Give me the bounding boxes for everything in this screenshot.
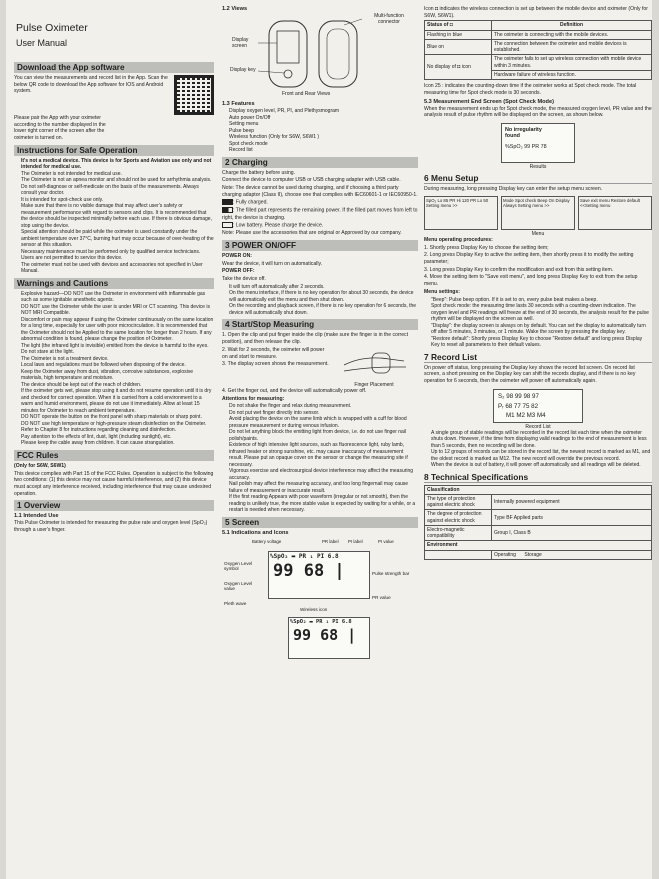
result-caption: Results	[529, 164, 547, 171]
menu-text: During measuring, long pressing Display key can enter the setup menu screen.	[424, 186, 603, 193]
list-item: • If the oximeter gets wet, please stop using it and do not resume operation until it is dry and checked for correct operation. When it is carried from a cold environment to a warm and humid environment, please do not use it immediately. Allow at least 15 minutes for Oximeter to reach ambient temperature.	[21, 388, 214, 414]
list-item: • "Beep": Pulse beep option. If it is set to on, every pulse beat makes a beep.	[431, 297, 652, 304]
download-heading: Download the App software	[14, 62, 214, 73]
measure-steps-with-figure	[222, 347, 418, 388]
list-item: • Explosive hazard—DO NOT use the Oximeter in environment with inflammable gas such as some ignitable anesthetic agents.	[21, 291, 214, 304]
charging-low: : Low battery. Please charge the device.	[222, 222, 418, 229]
list-item: • On the recording and playback screen, if there is no key operation for 6 seconds, the device will automatically shut down.	[229, 303, 418, 316]
list-item: • The Oximeter is not a treatment device.	[21, 356, 214, 363]
label-pr: PR label	[322, 538, 339, 544]
charging-note: Note: The device cannot be used during charging, and if choosing a third party charging adaptor (Class II), choose one that complies with IEC60601-1 or IEC60950-1.	[222, 184, 418, 198]
list-item: • "Restore default": Shortly press Display Key to choose "Restore default" and long press Display Key to reset all parameters to their default values.	[431, 336, 652, 349]
list-item: • Vigorous exercise and electrosurgical device interference may affect the measuring accuracy.	[229, 468, 418, 481]
label-key: Display key	[230, 67, 256, 73]
spec-table	[424, 485, 652, 560]
charging-filled: : The filled part represents the remaining power. If the filled part moves from left to right, the device is charging.	[222, 207, 418, 221]
menu-screen-2: Mode Spot check Beep On Display Always Setting menu >>	[501, 196, 575, 230]
list-item: • The Oximeter is not an apnea monitor and should not be used for arrhythmia analysis.	[21, 177, 214, 184]
table-row: The degree of protection against electric shock Type BF Applied parts	[425, 510, 652, 526]
charging-full: : Fully charged.	[222, 199, 418, 206]
views-heading: 1.2 Views	[222, 6, 248, 12]
screen-heading: 5 Screen	[222, 517, 418, 528]
table-row: No display of ◘ icon The oximeter fails to set up wireless connection with mobile device within 3 minutes.	[425, 55, 652, 71]
list-item: • Up to 12 groups of records can be stored in the record list, the newest record is marked as M1, and the oldest record is marked as M12. The new record will override the previous record.	[431, 449, 652, 462]
display-screen-outline	[277, 31, 299, 63]
table-row: Hardware failure of wireless function.	[425, 70, 652, 79]
power-on-text: Wear the device, it will turn on automatically.	[222, 260, 323, 267]
record-caption: Record List	[525, 423, 551, 430]
record-pr-row: Pᵣ 68 77 75 82	[498, 402, 539, 410]
list-item: • The device should be kept out of the reach of children.	[21, 382, 214, 389]
status-header: Status of ◘	[425, 21, 492, 30]
table-row: Flashing in blue The oximeter is connecting with the mobile devices.	[425, 30, 652, 39]
list-item: • The Oximeter is not intended for medical use.	[21, 171, 214, 178]
result-line-2: found	[505, 133, 520, 140]
fcc-only: (Only for S6W, S6W1)	[14, 462, 66, 469]
qr-code-icon[interactable]	[174, 75, 214, 115]
fcc-heading: FCC Rules	[14, 450, 214, 461]
views-caption: Front and Rear Views	[282, 91, 331, 97]
label-pulse-bar: Pulse strength bar	[372, 570, 410, 576]
menu-screen-1: SpO₂ Lo 85 PR Hi 120 PR Lo 50 Setting menu >>	[424, 196, 498, 230]
battery-full-icon	[222, 199, 233, 205]
oximeter-screen-wireless	[288, 617, 370, 659]
table-row: The type of protection against electric shock Internally powered equipment	[425, 494, 652, 510]
list-item: • Avoid placing the device on the same limb which is wrapped with a cuff for blood pressure measurement or during venous infusion.	[229, 416, 418, 429]
column-3	[424, 0, 652, 879]
power-off-heading: POWER OFF:	[222, 268, 255, 275]
measure-step-2: 2. Wait for 2 seconds, the oximeter will power on and start to measure.	[222, 346, 325, 360]
list-item: • When the device is out of battery, it will power off automatically and all readings will be deleted.	[431, 462, 652, 469]
download-section	[14, 75, 214, 115]
column-1	[14, 0, 214, 879]
record-screen	[493, 389, 583, 423]
countdown-icon-text: Icon 25 : indicates the counting-down time if the oximeter works at Spot check mode. The total measuring time for Spot check mode is 30 seconds.	[424, 83, 637, 96]
table-row: Blue on The connection between the oximeter and mobile devices is established.	[425, 39, 652, 55]
indications-heading: 5.1 Indications and Icons	[222, 529, 289, 536]
device-views	[222, 13, 418, 99]
measure-step-3: 3. The display screen shows the measurement.	[222, 361, 329, 368]
record-text: On power off status, long pressing the Display key shows the record list screen. On record list screen, a short pressing on the Display key can shift the records display, and if there is no key operation for 6 seconds, then the oximeter will power off automatically again.	[424, 364, 636, 384]
power-off-list	[222, 284, 418, 317]
menu-heading: 6 Menu Setup	[424, 173, 652, 184]
battery-half-icon	[222, 207, 233, 213]
label-pr-value: PR value	[372, 594, 391, 600]
menu-ops-heading: Menu operating procedures:	[424, 236, 493, 243]
features-list	[222, 108, 418, 154]
result-values: %SpO₂ 99 PR 78	[505, 144, 547, 151]
label-wireless: Wireless icon	[300, 606, 328, 612]
list-item: • Record list	[229, 147, 418, 154]
lcd-top-row-2: %SpO₂ ▬ PR ₁ PI 6.8	[290, 618, 352, 625]
list-item: • Auto power On/Off	[229, 115, 418, 122]
list-item: • Local laws and regulations must be followed when disposing of the device.	[21, 362, 214, 369]
lcd-top-row: %SpO₂ ▬ PR ₁ PI 6.8	[270, 552, 339, 560]
result-line-1: No irregularity	[505, 127, 542, 134]
spec-environment: Environment	[425, 541, 652, 550]
charging-note-2: Note: Please use the accessories that are original or Approved by our company.	[222, 230, 402, 237]
list-item: • Do not self-diagnose or self-medicate on the basis of the measurements. Always consult your doctor.	[21, 184, 214, 197]
menu-settings-heading: Menu settings:	[424, 288, 460, 295]
list-item: • Do not shake the finger and relax during measurement.	[229, 403, 418, 410]
oximeter-screen	[268, 551, 370, 599]
label-battery: Battery voltage	[252, 538, 282, 544]
charging-heading: 2 Charging	[222, 157, 418, 168]
attention-list	[222, 403, 418, 514]
wireless-icon-text: Icon ◘ indicates the wireless connection is set up between the mobile device and oximeter (Only for S6W, S6W1).	[424, 6, 648, 19]
list-item: • Wireless function (Only for S6W, S6W1 )	[229, 134, 418, 141]
list-item: • It's not a medical device. This device is for Sports and Aviation use only and not intended for medical use.	[21, 158, 214, 171]
list-item: • Existence of high intensive light sources, such as fluorescence light, ruby lamb, infrared heater or strong sunshine, etc. may cause inaccuracy of measurement result. Please put an opaque cover on the sensor or change the measuring site if necessary.	[229, 442, 418, 468]
list-item: • DO NOT operate the button on the front panel with sharp materials or sharp point.	[21, 414, 214, 421]
rear-panel-outline	[327, 29, 349, 79]
attention-heading: Attentions for measuring:	[222, 395, 285, 402]
menu-caption: Menu	[531, 230, 545, 237]
menu-settings-list	[424, 297, 652, 349]
label-pi-value: PI value	[378, 538, 394, 544]
endscreen-text: When the measurement ends up for Spot check mode, the measured oxygen level, PR value and the analysis result of pulse rhythm will be displayed on the screen, as shown below.	[424, 105, 652, 119]
table-row: Electro-magnetic compatibility Group I, Class B	[425, 525, 652, 541]
list-item: • Discomfort or pain may appear if using the Oximeter continuously on the same location for a long time, especially for user with poor microcirculation. It is recommended that the Oximeter should not be Applied to the same location for longer than 2 hours. If any abnormal condition is found, please change the position of Oximeter.	[21, 317, 214, 343]
record-m-row: M1 M2 M3 M4	[506, 411, 546, 419]
record-notes-list	[424, 430, 652, 469]
fcc-text: This device complies with Part 15 of the FCC Rules. Operation is subject to the following two conditions: (1) this device may not cause harmful interference, and (2) this device must accept any interference received, including interference that may cause undesired operation.	[14, 470, 214, 497]
list-item: • If the first reading Appears with poor waveform (irregular or not smooth), then the reading is unlikely true, the more stable value is expected by waiting for a while, or a restart is needed when necessary.	[229, 494, 418, 514]
label-pleth: Pleth wave	[224, 600, 247, 606]
list-item: • Pulse beep	[229, 128, 418, 135]
list-item: • Do not let anything block the emitting light from device, i.e. do not use finger nail polish/paints.	[229, 429, 418, 442]
menu-op-4: 4. Move the setting item to "Save exit menu", and long press Display Key to exit from the setup menu.	[424, 274, 638, 288]
features-heading: 1.3 Features	[222, 101, 255, 107]
label-connector: Multi-function connector	[374, 13, 404, 25]
record-spo2-row: S₂ 98 99 98 97	[498, 392, 539, 400]
list-item: • On the menu interface, if there is no key operation for about 30 seconds, the device will automatically exit the menu and then shut down.	[229, 290, 418, 303]
list-item: • It will turn off automatically after 2 seconds.	[229, 284, 418, 291]
menu-op-3: 3. Long press Display Key to confirm the modification and exit from this setting item.	[424, 266, 614, 273]
manual-subtitle: User Manual	[16, 38, 68, 48]
warnings-list	[14, 291, 214, 447]
menu-screens	[424, 196, 652, 230]
list-item: • Please keep the cable away from children. It can cause strangulation.	[21, 440, 214, 447]
list-item: • Make sure that there is no visible damage that may affect user's safety or measurement performance with regard to sensors and clips. It is recommended that the device should be inspected minimally before each use. If there is obvious damage, stop using the device.	[21, 203, 214, 229]
list-item: • "Display": the display screen is always on by default. You can set the display to automatically turn off after 5 minutes, 3 minutes, or 1 minute. Wake the screen by pressing the display key.	[431, 323, 652, 336]
list-item: • Necessary maintenance must be performed only by qualified service technicians. Users are not permitted to service this device.	[21, 249, 214, 262]
list-item: • The light (the infrared light is invisible) emitted from the device is harmful to the eyes. Do not stare at the light.	[21, 343, 214, 356]
result-screen	[501, 123, 575, 163]
list-item: • The oximeter must not be used with devices and accessories not specified in User Manual.	[21, 262, 214, 275]
label-screen: Display screen	[232, 37, 249, 49]
finger-placement-icon	[334, 347, 414, 377]
download-text-1: You can view the measurements and record list in the App. Scan the below QR code to download the App software for IOS and Android system.	[14, 75, 168, 95]
menu-screen-3: Save exit menu Restore default <<Setting menu	[578, 196, 652, 230]
list-item: • Nail polish may affect the measuring accuracy, and too long fingernail may cause failure of measurement or inaccurate result.	[229, 481, 418, 494]
endscreen-heading: 5.3 Measurement End Screen (Spot Check Mode)	[424, 98, 554, 105]
label-oxygen-symbol: Oxygen Level symbol	[224, 560, 253, 571]
manual-title: Pulse Oximeter	[16, 22, 88, 34]
finger-caption: Finger Placement	[354, 381, 394, 388]
list-item: • Pay attention to the effects of lint, dust, light (including sunlight), etc.	[21, 434, 214, 441]
power-off-text: Take the device off.	[222, 276, 266, 283]
safety-list	[14, 158, 214, 275]
list-item: • DO NOT use the Oximeter while the user is under MRI or CT scanning. This device is NOT MRI Compatible.	[21, 304, 214, 317]
power-on-heading: POWER ON:	[222, 253, 252, 259]
list-item: • Spot check mode	[229, 141, 418, 148]
finger-placement-figure	[330, 347, 418, 388]
table-row: Operating Storage	[425, 550, 652, 559]
lcd-values: 99 68 |	[273, 560, 345, 581]
charging-text-1: Charge the battery before using.	[222, 169, 296, 176]
screen-diagram	[222, 537, 418, 667]
measure-step-4: 4. Get the finger out, and the device will automatically power off.	[222, 387, 367, 394]
measure-step-1: 1. Open the clip and put finger inside the clip (make sure the finger is in the correct position), and then release the clip.	[222, 332, 409, 346]
label-pi: PI label	[348, 538, 363, 544]
list-item: • Special attention should be paid while the oximeter is used constantly under the ambient temperature over 37°C, burning hurt may occur because of over-heating of the sensor at this situation.	[21, 229, 214, 249]
safety-heading: Instructions for Safe Operation	[14, 145, 214, 156]
label-oxygen-value: Oxygen Level value	[224, 580, 253, 591]
record-heading: 7 Record List	[424, 352, 652, 363]
rear-view-outline	[319, 21, 357, 87]
list-item: • It is intended for spot-check use only.	[21, 197, 214, 204]
overview-heading: 1 Overview	[14, 500, 214, 511]
charging-text-2: Connect the device to computer USB or USB charging adapter with USB cable.	[222, 177, 401, 184]
intended-use-text: This Pulse Oximeter is intended for measuring the pulse rate and oxygen level (SpO₂) through a user's finger.	[14, 520, 208, 534]
display-key-icon	[284, 70, 292, 78]
list-item: • Do not put wet finger directly into sensor.	[229, 410, 418, 417]
measure-steps	[222, 347, 330, 388]
intended-use-heading: 1.1 Intended Use	[14, 513, 59, 520]
list-item: • Display oxygen level, PR, PI, and Plethysmogram	[229, 108, 418, 115]
list-item: • Setting menu	[229, 121, 418, 128]
battery-low-icon	[222, 222, 233, 228]
list-item: • DO NOT use high temperature or high-pressure steam disinfection on the Oximeter. Refer to Chapter 8 for instructions regarding cleaning and disinfection.	[21, 421, 214, 434]
spec-classification: Classification	[425, 485, 652, 494]
definition-header: Definition	[492, 21, 652, 30]
list-item: • Keep the Oximeter away from dust, vibration, corrosive substances, explosive materials, high temperature and moisture.	[21, 369, 214, 382]
power-heading: 3 POWER ON/OFF	[222, 240, 418, 251]
spec-heading: 8 Technical Specifications	[424, 472, 652, 483]
list-item: • A single group of stable readings will be recorded in the record list each time when the oximeter shuts down. However, if the time from displaying valid readings to the end of measurement is less than 5 seconds, then no recording will be done.	[431, 430, 652, 450]
column-2	[222, 0, 418, 879]
download-text-2: Please pair the App with your oximeter according to the number displayed in the lower right corner of the screen after the oximeter is turned on.	[14, 115, 106, 142]
menu-op-2: 2. Long press Display Key to active the setting item, then shortly press it to modify the setting parameter;	[424, 252, 634, 265]
status-table	[424, 20, 652, 80]
device-views-diagram	[222, 13, 418, 99]
warnings-heading: Warnings and Cautions	[14, 278, 214, 289]
menu-op-1: 1. Shortly press Display Key to choose the setting item;	[424, 244, 549, 251]
measure-heading: 4 Start/Stop Measuring	[222, 319, 418, 330]
list-item: • Spot check mode: the measuring time lasts 30 seconds with a counting-down indication. The oxygen level and PR readings will freeze at the end of 30 seconds, the analysis result for the pulse rhythm will be displayed on the screen as well.	[431, 303, 652, 323]
lcd-values-2: 99 68 |	[293, 625, 357, 644]
manual-sheet	[6, 0, 652, 879]
